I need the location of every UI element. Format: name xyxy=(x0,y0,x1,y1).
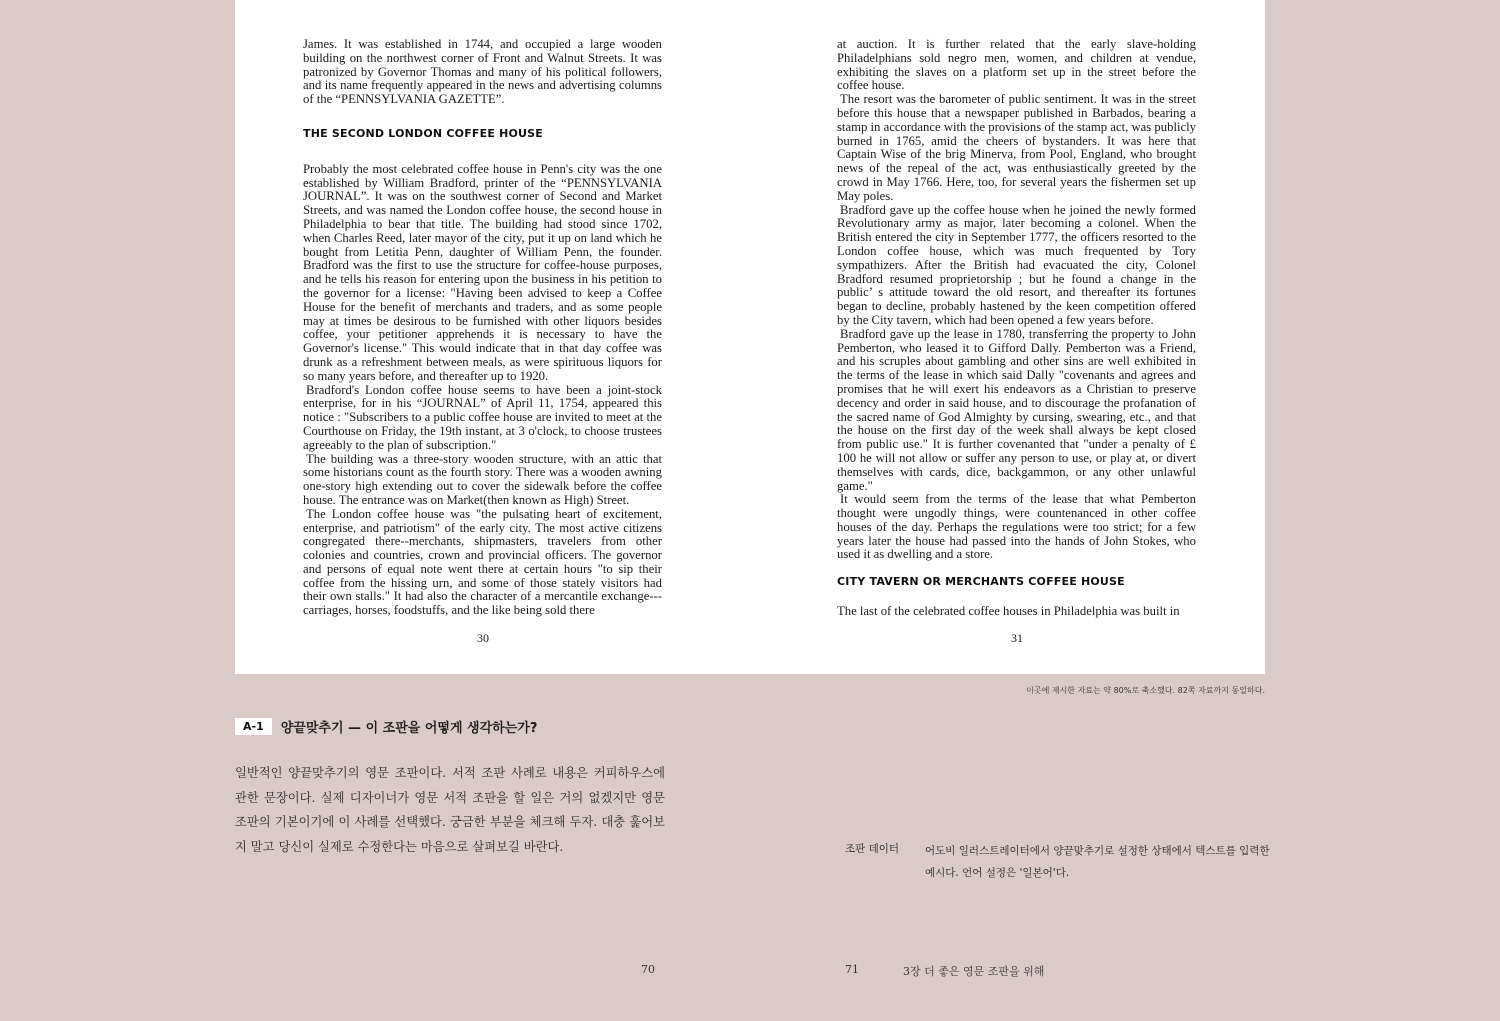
paragraph: Bradford gave up the coffee house when he joined the newly formed Revolutionary army as major, later becoming a colonel. When the British entered the city in September 1777, the officers resorted to the London coffee house, which was much frequented by Tory sympathizers. After the British had evacuated the city, Colonel Bradford resumed proprietorship ; but he found a change in the public’ s attitude toward the old resort, and thereafter its fortunes began to decline, probably hastened by the keen competition offered by the City tavern, which had been opened a few years before. xyxy=(837,202,1196,327)
paragraph: The last of the celebrated coffee houses in Philadelphia was built in xyxy=(837,604,1180,619)
folio-right: 71 xyxy=(845,963,859,976)
paragraph: Probably the most celebrated coffee house in Penn's city was the one established by William Bradford, printer of the “PENNSYLVANIA JOURNAL”. It was on the southwest corner of Second and Market Streets, and was named the London coffee house, the second house in Philadelphia to bear that title. The building had stood since 1702, when Charles Reed, later mayor of the city, put it up on land which he bought from Letitia Penn, daughter of William Penn, the founder. Bradford was the first to use the structure for coffee-house purposes, and he tells his reason for entering upon the business in his petition to the governor for a license: "Having been advised to keep a Coffee House for the benefit of merchants and traders, and as some people may at times be desirous to be furnished with other liquors besides coffee, your petitioner apprehends it is necessary to have the Governor's license." This would indicate that in that day coffee was drunk as a refreshment between meals, as were spirituous liquors for so many years before, and thereafter up to 1920. xyxy=(303,161,662,383)
body-text: 일반적인 양끝맞추기의 영문 조판이다. 서적 조판 사례로 내용은 커피하우스에 관한 문장이다. 실제 디자이너가 영문 서적 조판을 할 일은 거의 없겠지만 영문 조판의 기본이기에 이 사례를 선택했다. 궁금한 부분을 체크해 두자. 대충 훑어보지 말고 당신이 실제로 수정한다는 마음으로 살펴보길 바란다. xyxy=(235,766,665,854)
paragraph: The building was a three-story wooden structure, with an attic that some historians count as the fourth story. There was a wooden awning one-story high extending out to cover the sidewalk before the coffee house. The entrance was on Market(then known as High) Street. xyxy=(303,451,662,507)
reproduced-book-spread xyxy=(235,0,1265,674)
right-page-column xyxy=(837,38,1196,619)
paragraph: at auction. It is further related that the early slave-holding Philadelphians sold negro men, women, and children at vendue, exhibiting the slaves on a platform set up in the street before the coffee house. xyxy=(837,37,1196,93)
section-heading xyxy=(235,716,537,736)
page-number-left: 30 xyxy=(477,631,489,645)
section-heading-second-london: THE SECOND LONDON COFFEE HOUSE xyxy=(303,126,544,140)
folio-left: 70 xyxy=(641,963,655,976)
reduction-note: 이곳에 제시한 자료는 약 80%로 축소했다. 82쪽 자료까지 동일하다. xyxy=(1026,686,1265,695)
paragraph: Bradford gave up the lease in 1780, transferring the property to John Pemberton, who leased it to Gifford Dally. Pemberton was a Friend, and his scruples about gambling and other sins are well exhibited in the terms of the lease in which said Dally "covenants and agrees and promises that he will exert his endeavors as a Christian to preserve decency and order in said house, and to discourage the profanation of the sacred name of God Almighty by cursing, swearing, etc., and that the house on the first day of the week shall always be kept closed from public use." It is further covenanted that "under a penalty of £ 100 he will not allow or suffer any person to use, or play at, or divert themselves with cards, dice, backgammon, or any other unlawful game." xyxy=(837,326,1196,493)
section-heading-city-tavern: CITY TAVERN OR MERCHANTS COFFEE HOUSE xyxy=(837,575,1125,589)
paragraph: It would seem from the terms of the lease that what Pemberton thought were ungodly things, were countenanced in other coffee houses of the day. Perhaps the regulations were too strict; for a few years later the house had passed into the hands of John Stokes, who used it as dwelling and a store. xyxy=(837,492,1196,562)
left-page-column xyxy=(303,38,662,618)
section-title: 양끝맞추기 — 이 조판을 어떻게 생각하는가? xyxy=(280,720,538,736)
section-tag: A-1 xyxy=(235,718,272,735)
paragraph: James. It was established in 1744, and occupied a large wooden building on the northwest corner of Front and Walnut Streets. It was patronized by Governor Thomas and many of his political followers, and its name frequently appeared in the news and advertising columns of the “PENNSYLVANIA GAZETTE”. xyxy=(303,37,662,107)
running-chapter-title: 3장 더 좋은 영문 조판을 위해 xyxy=(903,965,1045,978)
data-label: 조판 데이터 xyxy=(845,843,900,855)
paragraph: The resort was the barometer of public sentiment. It was in the street before this house that a newspaper published in Barbados, bearing a stamp in accordance with the provisions of the stamp act, was publicly burned in 1765, amid the cheers of bystanders. It was here that Captain Wise of the brig Minerva, from Pool, England, who brought news of the repeal of the act, was enthusiastically greeted by the crowd in May 1766. Here, too, for several years the fishermen set up May poles. xyxy=(837,92,1196,203)
page-number-right: 31 xyxy=(1011,631,1023,645)
paragraph: Bradford's London coffee house seems to have been a joint-stock enterprise, for in his “JOURNAL” of April 11, 1754, appeared this notice : "Subscribers to a public coffee house are invited to meet at the Courthouse on Friday, the 19th instant, at 3 o'clock, to choose trustees agreeably to the plan of subscription." xyxy=(303,382,662,452)
data-description: 어도비 일러스트레이터에서 양끝맞추기로 설정한 상태에서 텍스트를 입력한 예시다. 언어 설정은 '일본어'다. xyxy=(925,845,1270,879)
paragraph: The London coffee house was "the pulsating heart of excitement, enterprise, and patriotism" of the early city. The most active citizens congregated there--merchants, shipmasters, travelers from other colonies and countries, crown and provincial officers. The governor and persons of equal note went there at certain hours "to sip their coffee from the hissing urn, and some of those stately visitors had their own stalls." It had also the character of a mercantile exchange---carriages, horses, foodstuffs, and the like being sold there xyxy=(303,506,662,618)
